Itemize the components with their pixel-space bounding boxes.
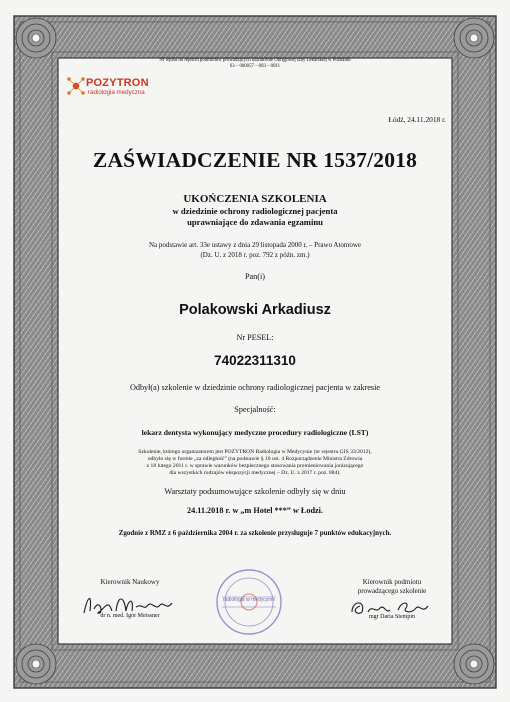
organizer-line-3: z 18 lutego 2011 r. w sprawie warunków bezpiecznego stosowania promieniowania jonizującego — [146, 463, 364, 469]
person-name: Polakowski Arkadiusz — [179, 302, 331, 318]
registry-line-1: Nr wpisu do rejestru podmiotów prowadzących kształcenie Okręgowej Izby Lekarskiej w Poznaniu — [159, 58, 351, 63]
legal-basis-line-2: (Dz. U. z 2018 r. poz. 792 z późn. zm.) — [200, 251, 310, 259]
official-stamp — [214, 567, 284, 637]
scientific-director-title: Kierownik Naukowy — [100, 578, 160, 586]
organizer-line-4: dla wszystkich rodzajów ekspozycji medycznej – Dz. U. z 2017 r. poz. 884). — [169, 470, 341, 476]
specialty-label: Specjalność: — [234, 405, 276, 414]
issue-date: Łódź, 24.11.2018 r. — [388, 115, 446, 124]
completed-training-text: Odbył(a) szkolenie w dziedzinie ochrony radiologicznej pacjenta w zakresie — [129, 383, 381, 392]
provider-name: mgr Daria Stempin — [369, 614, 415, 620]
subtitle-line-2: w dziedzinie ochrony radiologicznej pacjenta — [172, 206, 338, 216]
handwritten-signature-daria — [332, 596, 452, 618]
provider-title-line-1: Kierownik podmiotu — [362, 578, 422, 586]
logo-name: POZYTRON — [86, 77, 149, 89]
workshop-line-1: Warsztaty podsumowujące szkolenie odbyły się w dniu — [164, 487, 346, 496]
education-points-text: Zgodnie z RMZ z 6 października 2004 r. za szkolenie przysługuje 7 punktów edukacyjnych. — [118, 529, 392, 537]
workshop-line-2: 24.11.2018 r. w „m Hotel ***” w Łodzi. — [187, 506, 323, 515]
scientific-director-name: dr n. med. Igor Meissner — [100, 613, 160, 619]
training-provider-signature-block — [332, 578, 452, 620]
specialty-value: lekarz dentysta wykonujący medyczne procedury radiologiczne (LST) — [141, 428, 369, 437]
legal-basis-line-1: Na podstawie art. 33e ustawy z dnia 29 listopada 2000 r. – Prawo Atomowe — [148, 241, 362, 249]
pesel-number: 74022311310 — [214, 353, 296, 368]
logo-subtitle: radiologia medyczna — [88, 89, 145, 96]
subtitle-line-3: uprawniające do zdawania egzaminu — [187, 217, 323, 227]
organizer-line-1: Szkolenie, którego organizatorem jest POZYTRON Radiologia w Medycynie (nr rejestru GIS 33/2012), — [138, 449, 372, 455]
scientific-director-signature — [70, 587, 190, 613]
scientific-director-signature-block — [70, 578, 190, 619]
pesel-label: Nr PESEL: — [236, 333, 274, 342]
certificate-title: ZAŚWIADCZENIE NR 1537/2018 — [92, 148, 418, 172]
provider-title-line-2: prowadzącego szkolenie — [357, 587, 427, 595]
provider-signature — [332, 596, 452, 614]
handwritten-signature-igor — [70, 589, 190, 619]
certificate-content — [64, 58, 446, 640]
pan-label: Pan(i) — [244, 272, 265, 281]
subtitle-line-1: UKOŃCZENIA SZKOLENIA — [183, 193, 327, 205]
stamp-text: radiologia w medycynie — [223, 597, 275, 603]
registry-line-2: 63 – 000057 – 003 – 0011 — [229, 64, 281, 69]
organizer-line-2: odbyło się w formie „za odległość” (na podstawie § 10 ust. 4 Rozporządzenie Ministra Zdrowia — [147, 456, 363, 462]
